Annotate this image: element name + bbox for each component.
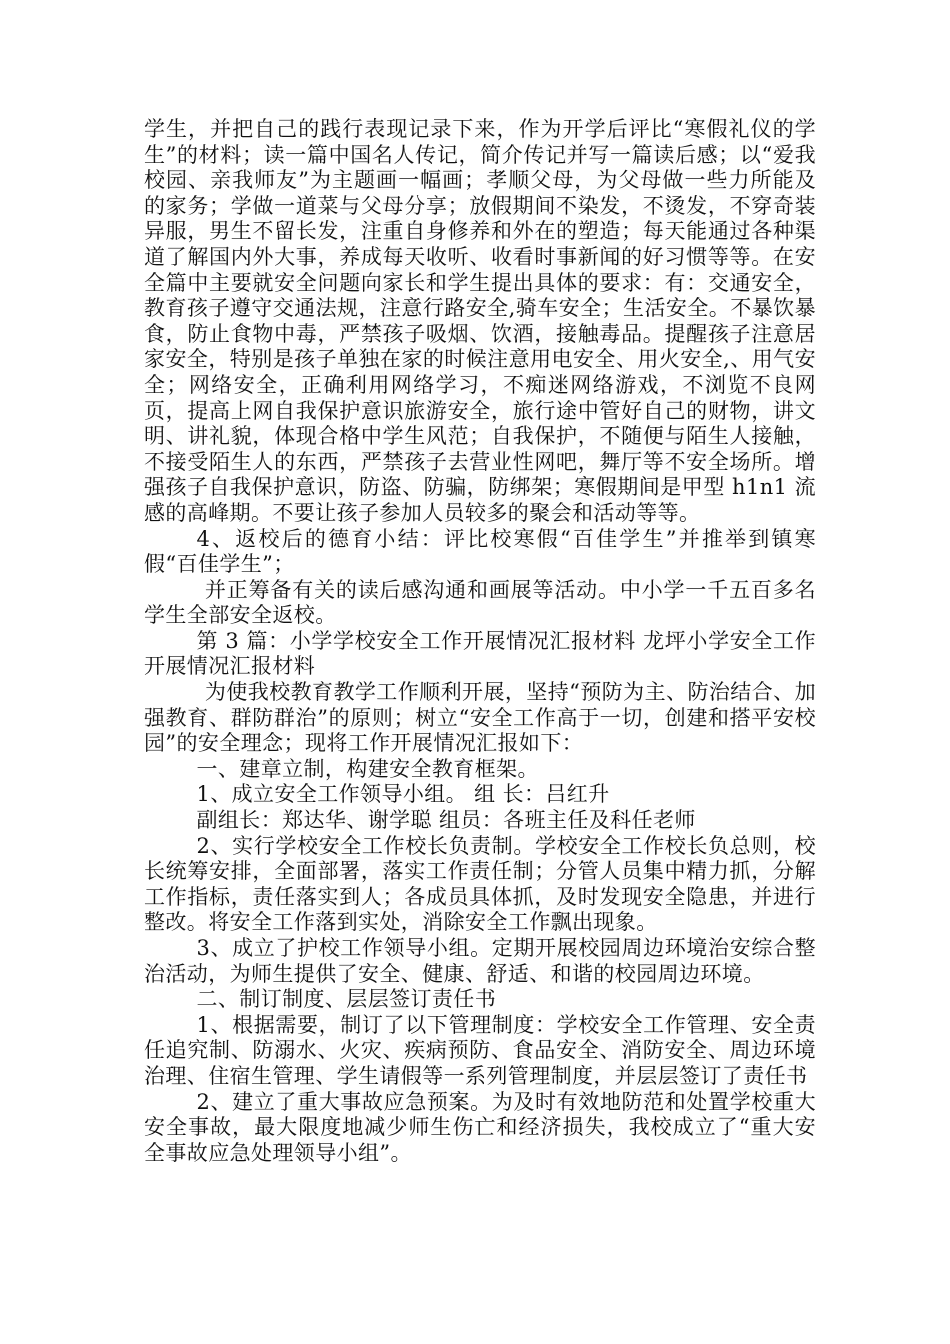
paragraph-principal-responsibility: 2、实行学校安全工作校长负责制。学校安全工作校长负总则，校长统筹安排，全面部署，落实工作责任制；分管人员集中精力抓，分解工作指标，责任落实到人；各成员具体抓，及时发现安全隐患，并进行整改。将安全工作落到实处，消除安全工作飘出现象。 [144, 833, 816, 935]
paragraph-deputy-members: 副组长：郑达华、谢学聪 组员：各班主任及科任老师 [196, 808, 696, 833]
paragraph-return-summary: 4、返校后的德育小结：评比校寒假“百佳学生”并推举到镇寒假“百佳学生”； [144, 526, 816, 577]
document-body [144, 117, 816, 1166]
paragraph-management-system: 1、根据需要，制订了以下管理制度：学校安全工作管理、安全责任追究制、防溺水、火灾、疾病预防、食品安全、消防安全、周边环境治理、住宿生管理、学生请假等一系列管理制度，并层层签订了责任书 [144, 1012, 816, 1088]
paragraph-preparation: 并正筹备有关的读后感沟通和画展等活动。中小学一千五百多名学生全部安全返校。 [144, 577, 816, 628]
heading-system: 二、制订制度、层层签订责任书 [196, 987, 497, 1012]
paragraph-emergency-plan: 2、建立了重大事故应急预案。为及时有效地防范和处置学校重大安全事故，最大限度地减少师生伤亡和经济损失，我校成立了“重大安全事故应急处理领导小组”。 [144, 1089, 816, 1165]
paragraph-campus-protection: 3、成立了护校工作领导小组。定期开展校园周边环境治安综合整治活动，为师生提供了安全、健康、舒适、和谐的校园周边环境。 [144, 936, 816, 986]
paragraph-holiday-safety: 学生，并把自己的践行表现记录下来，作为开学后评比“寒假礼仪的学生”的材料；读一篇中国名人传记，简介传记并写一篇读后感；以“爱我校园、亲我师友”为主题画一幅画；孝顺父母，为父母做一些力所能及的家务；学做一道菜与父母分享；放假期间不染发，不烫发，不穿奇装异服，男生不留长发，注重自身修养和外在的塑造；每天能通过各种渠道了解国内外大事，养成每天收听、收看时事新闻的好习惯等等。在安全篇中主要就安全问题向家长和学生提出具体的要求：有：交通安全，教育孩子遵守交通法规，注意行路安全,骑车安全；生活安全。不暴饮暴食，防止食物中毒，严禁孩子吸烟、饮酒，接触毒品。提醒孩子注意居家安全，特别是孩子单独在家的时候注意用电安全、用火安全,、用气安全；网络安全，正确利用网络学习，不痴迷网络游戏，不浏览不良网页，提高上网自我保护意识旅游安全，旅行途中管好自己的财物，讲文明、讲礼貌，体现合格中学生风范；自我保护，不随便与陌生人接触，不接受陌生人的东西，严禁孩子去营业性网吧，舞厅等不安全场所。增强孩子自我保护意识，防盗、防骗，防绑架；寒假期间是甲型 h1n1 流感的高峰期。不要让孩子参加人员较多的聚会和活动等等。 [144, 117, 816, 525]
section-heading-part-3: 第 3 篇：小学学校安全工作开展情况汇报材料 龙坪小学安全工作开展情况汇报材料 [144, 628, 816, 679]
heading-rules: 一、建章立制，构建安全教育框架。 [196, 756, 539, 781]
paragraph-intro: 为使我校教育教学工作顺利开展，坚持“预防为主、防治结合、加强教育、群防群治”的原则；树立“安全工作高于一切，创建和搭平安校园”的安全理念；现将工作开展情况汇报如下： [144, 680, 816, 756]
paragraph-leadership-group: 1、成立安全工作领导小组。 组 长：吕红升 [196, 782, 610, 807]
